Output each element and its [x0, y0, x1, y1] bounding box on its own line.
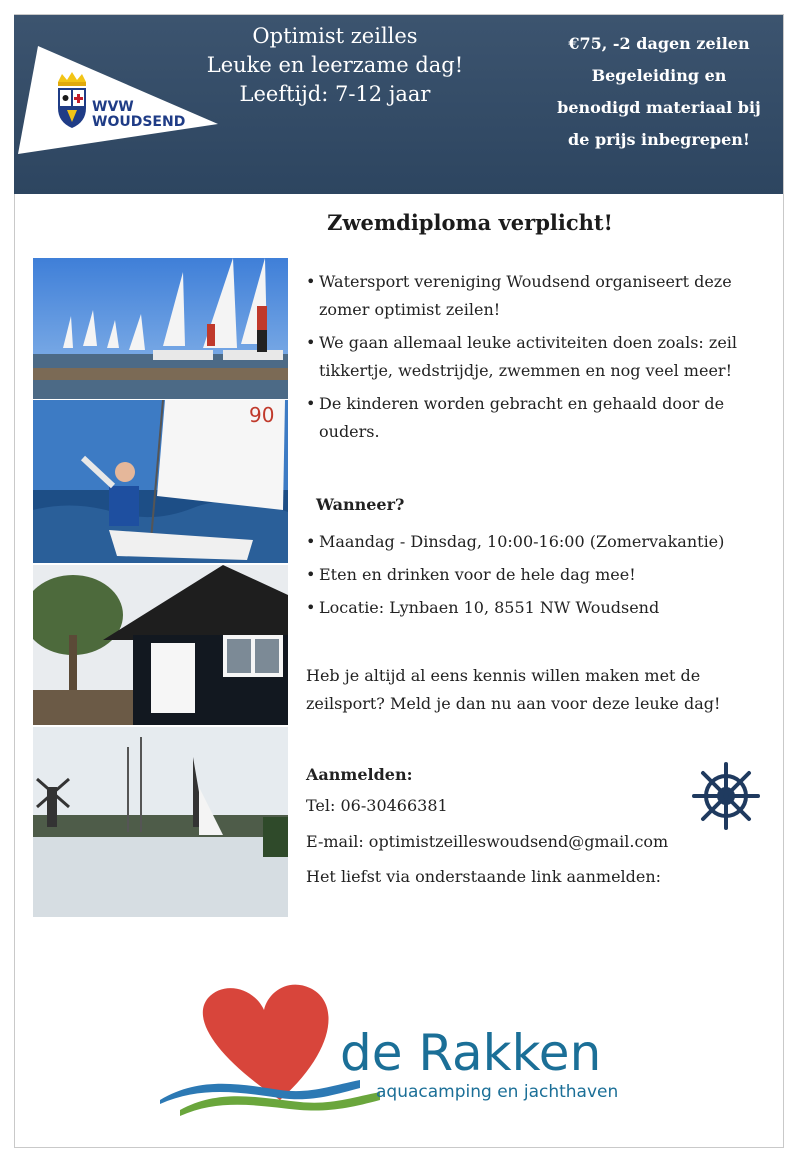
price-line: benodigd materiaal bij — [557, 98, 761, 117]
photo-sailing-child — [33, 400, 288, 563]
logo-wvw: WVW — [92, 99, 134, 115]
list-item: • Locatie: Lynbaen 10, 8551 NW Woudsend — [306, 594, 756, 622]
list-item: • De kinderen worden gebracht en gehaald door de ouders. — [306, 390, 756, 446]
signup-heading: Aanmelden: — [306, 765, 413, 784]
page-title: Zwemdiploma verplicht! — [327, 210, 613, 235]
header-line: Leeftijd: 7-12 jaar — [239, 82, 431, 106]
price-info — [548, 28, 770, 156]
price-line: Begeleiding en — [591, 66, 727, 85]
ships-wheel-icon — [692, 762, 760, 830]
photo-harbour-view — [33, 727, 288, 917]
header-line: Optimist zeilles — [252, 24, 418, 48]
logo-woudsend: WOUDSEND — [92, 114, 186, 130]
header-line: Leuke en leerzame dag! — [206, 53, 464, 77]
intro-list — [306, 268, 756, 451]
sponsor-tagline: aquacamping en jachthaven — [376, 1082, 619, 1102]
photo-boats-beach — [33, 258, 288, 399]
when-heading: Wanneer? — [316, 495, 405, 514]
header-info — [190, 22, 480, 109]
price-line: €75, -2 dagen zeilen — [568, 34, 750, 53]
list-item: • Eten en drinken voor de hele dag mee! — [306, 561, 756, 589]
list-item: • Maandag - Dinsdag, 10:00-16:00 (Zomervakantie) — [306, 528, 756, 556]
email-address[interactable]: E-mail: optimistzeilleswoudsend@gmail.com — [306, 832, 669, 851]
sponsor-name: de Rakken — [340, 1024, 602, 1082]
price-line: de prijs inbegrepen! — [568, 130, 750, 149]
list-item: • We gaan allemaal leuke activiteiten doen zoals: zeil tikkertje, wedstrijdje, zwemmen en nog veel meer! — [306, 329, 756, 385]
when-list — [306, 528, 756, 627]
svg-text:90: 90 — [249, 403, 275, 427]
photo-clubhouse — [33, 565, 288, 725]
list-item: • Watersport vereniging Woudsend organiseert deze zomer optimist zeilen! — [306, 268, 756, 324]
invite-text: Heb je altijd al eens kennis willen maken met de zeilsport? Meld je dan nu aan voor deze leuke dag! — [306, 666, 721, 713]
signup-link-note: Het liefst via onderstaande link aanmelden: — [306, 867, 662, 886]
phone-number: Tel: 06-30466381 — [306, 796, 448, 815]
